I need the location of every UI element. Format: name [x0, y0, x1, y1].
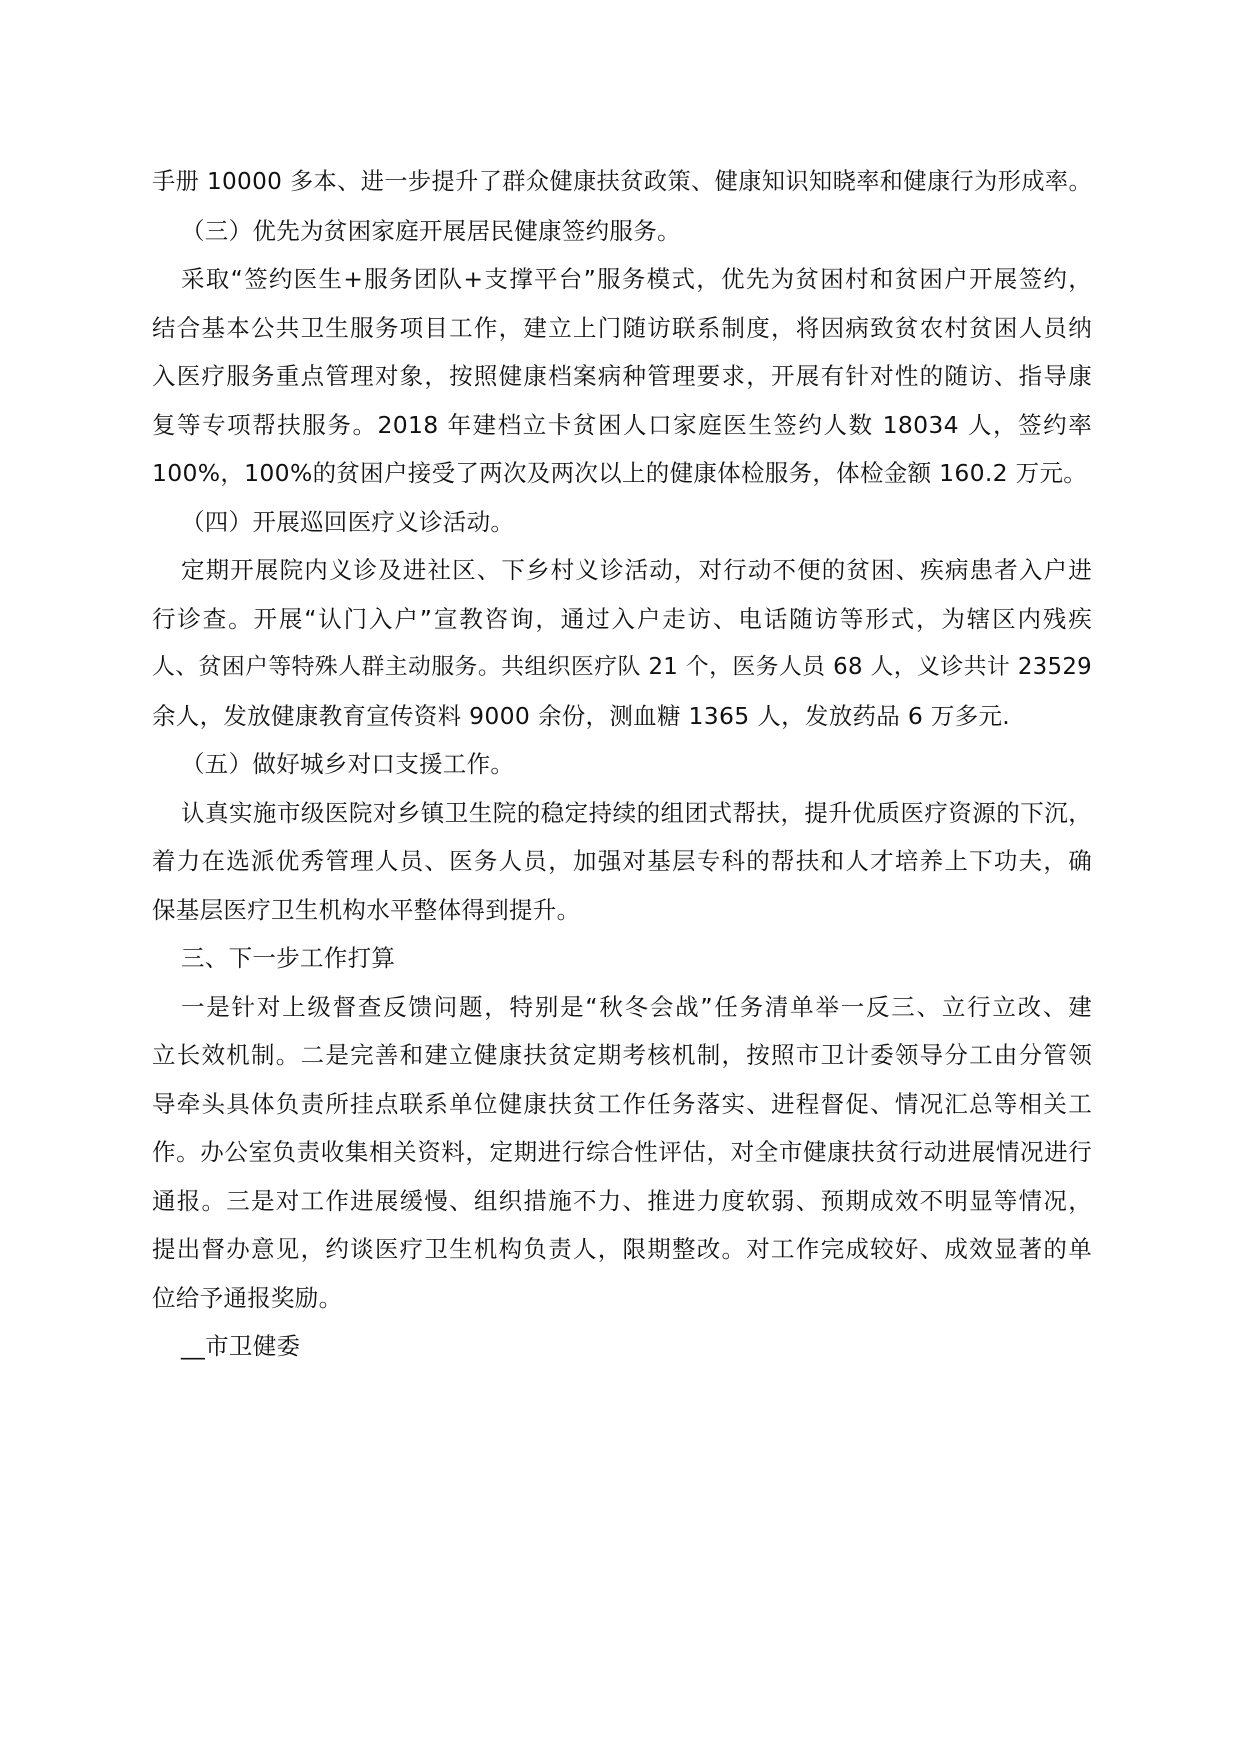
- paragraph-line: 通报。三是对工作进展缓慢、组织措施不力、推进力度软弱、预期成效不明显等情况，: [152, 1186, 1092, 1215]
- paragraph-line: 立长效机制。二是完善和建立健康扶贫定期考核机制，按照市卫计委领导分工由分管领: [152, 1041, 1092, 1069]
- paragraph-line: 位给予通报奖励。: [152, 1283, 343, 1312]
- paragraph-line: 手册 10000 多本、进一步提升了群众健康扶贫政策、健康知识知晓率和健康行为形成率。: [152, 168, 1092, 195]
- paragraph-line: 认真实施市级医院对乡镇卫生院的稳定持续的组团式帮扶，提升优质医疗资源的下沉，: [181, 798, 1092, 827]
- section-heading-next-steps: 三、下一步工作打算: [181, 944, 396, 972]
- paragraph-line: 100%，100%的贫困户接受了两次及两次以上的健康体检服务，体检金额 160.2 万元。: [152, 459, 1088, 487]
- paragraph-line: 人、贫困户等特殊人群主动服务。共组织医疗队 21 个，医务人员 68 人，义诊共计 23529: [152, 654, 1092, 680]
- paragraph-line: 保基层医疗卫生机构水平整体得到提升。: [152, 895, 581, 924]
- paragraph-line: 作。办公室负责收集相关资料，定期进行综合性评估，对全市健康扶贫行动进展情况进行: [152, 1138, 1092, 1166]
- paragraph-line: 提出督办意见，约谈医疗卫生机构负责人，限期整改。对工作完成较好、成效显著的单: [152, 1235, 1092, 1263]
- paragraph-line: 着力在选派优秀管理人员、医务人员，加强对基层专科的帮扶和人才培养上下功夫，确: [152, 847, 1092, 875]
- paragraph-line: 复等专项帮扶服务。2018 年建档立卡贫困人口家庭医生签约人数 18034 人，签约率: [152, 410, 1092, 439]
- section-heading-3: （三）优先为贫困家庭开展居民健康签约服务。: [181, 216, 681, 245]
- paragraph-line: 结合基本公共卫生服务项目工作，建立上门随访联系制度，将因病致贫农村贫困人员纳: [152, 313, 1092, 342]
- paragraph-line: 定期开展院内义诊及进社区、下乡村义诊活动，对行动不便的贫困、疾病患者入户进: [181, 556, 1092, 584]
- paragraph-line: 入医疗服务重点管理对象，按照健康档案病种管理要求，开展有针对性的随访、指导康: [152, 362, 1092, 390]
- paragraph-line: 余人，发放健康教育宣传资料 9000 余份，测血糖 1365 人，发放药品 6 万多元.: [152, 701, 1011, 730]
- section-heading-5: （五）做好城乡对口支援工作。: [181, 750, 515, 778]
- paragraph-line: 采取“签约医生+服务团队+支撑平台”服务模式，优先为贫困村和贫困户开展签约，: [181, 265, 1092, 293]
- paragraph-line: 行诊查。开展“认门入户”宣教咨询，通过入户走访、电话随访等形式，为辖区内残疾: [152, 604, 1092, 633]
- document-body: [152, 158, 1092, 1371]
- paragraph-line: 一是针对上级督查反馈问题，特别是“秋冬会战”任务清单举一反三、立行立改、建: [181, 992, 1092, 1021]
- paragraph-line: 导牵头具体负责所挂点联系单位健康扶贫工作任务落实、进程督促、情况汇总等相关工: [152, 1089, 1092, 1118]
- signature-line: __市卫健委: [181, 1332, 301, 1360]
- section-heading-4: （四）开展巡回医疗义诊活动。: [181, 507, 515, 536]
